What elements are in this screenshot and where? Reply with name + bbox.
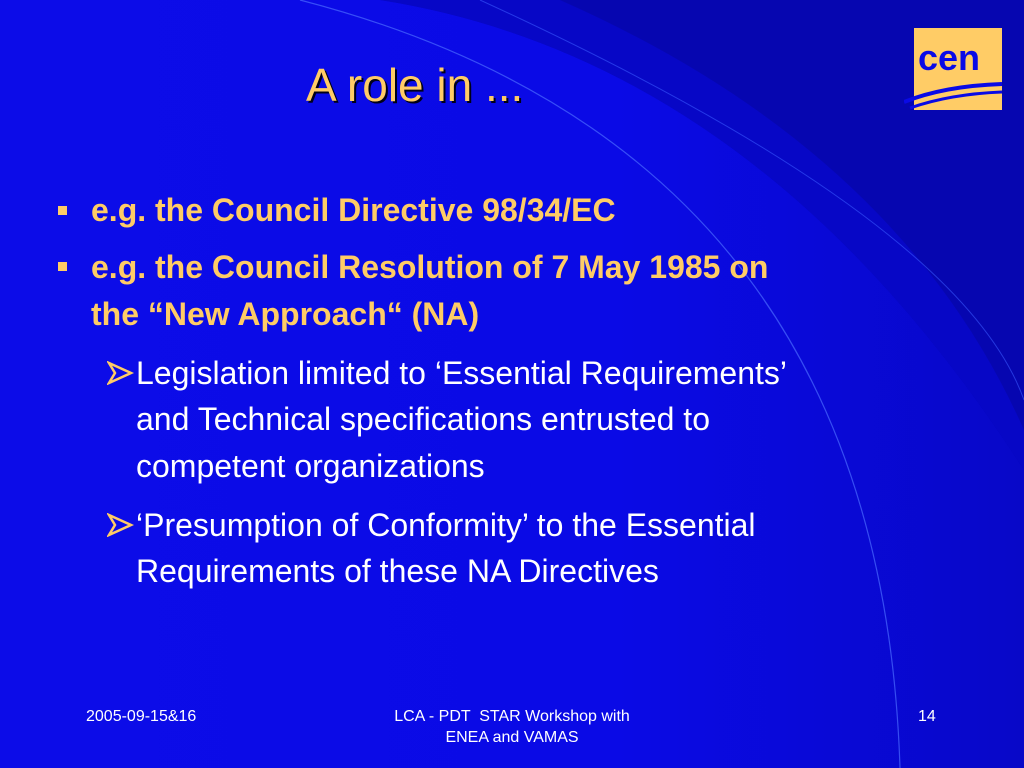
bullet-item-2-line-1: e.g. the Council Resolution of 7 May 1985 on bbox=[91, 249, 769, 285]
footer-date: 2005-09-15&16 bbox=[86, 708, 197, 725]
square-bullet-icon bbox=[58, 206, 67, 215]
sub-bullet-1-line-2: and Technical specifications entrusted to bbox=[136, 401, 710, 437]
footer-center-line-1: LCA - PDT STAR Workshop with bbox=[394, 708, 630, 725]
sub-bullet-2-line-1: ‘Presumption of Conformity’ to the Essential bbox=[136, 507, 756, 543]
bullet-item-1: e.g. the Council Directive 98/34/EC bbox=[91, 192, 616, 228]
logo-text: cen bbox=[918, 37, 981, 78]
footer-center bbox=[362, 706, 662, 748]
sub-bullet-1-line-3: competent organizations bbox=[136, 448, 485, 484]
arrow-bullet-icon bbox=[107, 513, 135, 537]
footer-page-number: 14 bbox=[918, 708, 936, 725]
slide-title: A role in ... bbox=[306, 59, 524, 111]
bullet-item-2-line-2: the “New Approach“ (NA) bbox=[91, 296, 480, 332]
square-bullet-icon bbox=[58, 262, 67, 271]
sub-bullet-2-line-2: Requirements of these NA Directives bbox=[136, 553, 659, 589]
arrow-bullet-icon bbox=[107, 361, 135, 385]
footer-center-line-2: ENEA and VAMAS bbox=[445, 729, 579, 746]
sub-bullet-1-line-1: Legislation limited to ‘Essential Requirements’ bbox=[136, 355, 787, 391]
